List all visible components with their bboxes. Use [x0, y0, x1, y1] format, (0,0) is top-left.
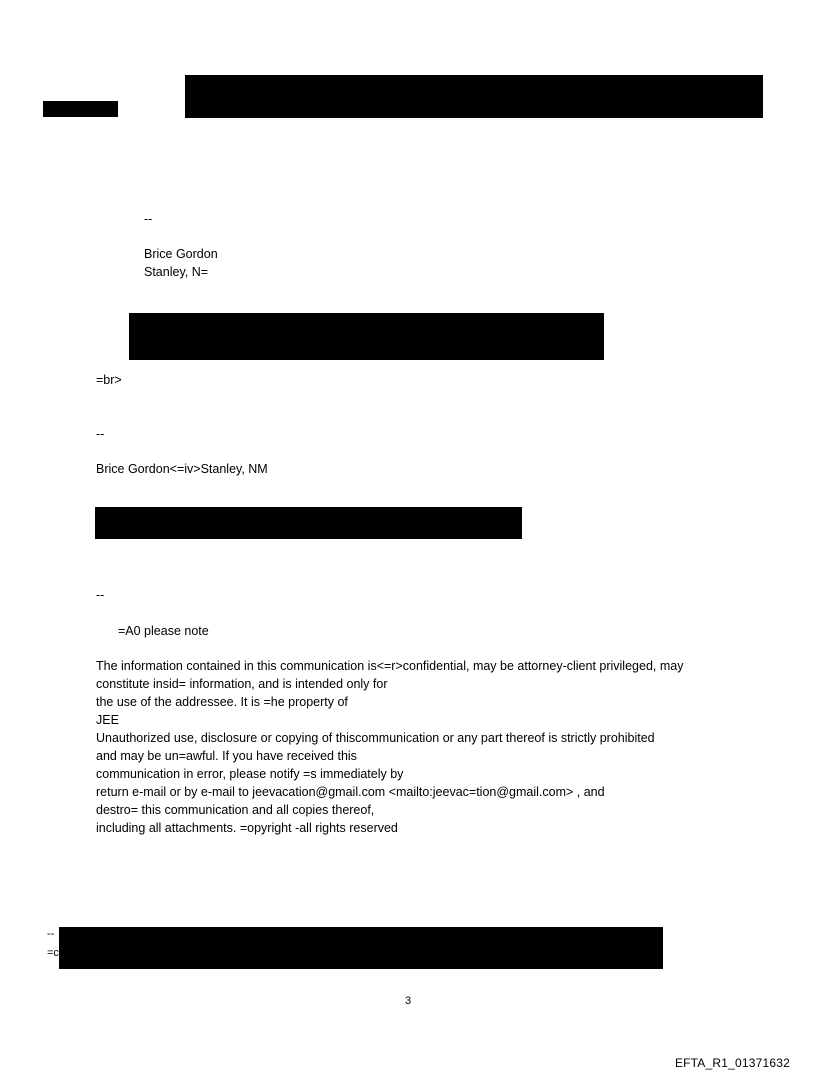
- notice-line: return e-mail or by e-mail to jeevacation@gmail.com <mailto:jeevac=tion@gmail.com> , and: [96, 785, 605, 799]
- redaction-bar: [129, 313, 604, 360]
- notice-line: and may be un=awful. If you have received this: [96, 749, 357, 763]
- notice-line: communication in error, please notify =s immediately by: [96, 767, 404, 781]
- notice-line: Unauthorized use, disclosure or copying of thiscommunication or any part thereof is strictly prohibited: [96, 731, 655, 745]
- notice-line: the use of the addressee. It is =he property of: [96, 695, 348, 709]
- redaction-bar: [43, 101, 118, 117]
- redaction-bar: [95, 507, 522, 539]
- footer-fragment: =c: [47, 947, 59, 959]
- separator-dash: --: [96, 588, 105, 602]
- notice-line: The information contained in this communication is<=r>confidential, may be attorney-client privileged, may: [96, 659, 684, 673]
- notice-line: destro= this communication and all copies thereof,: [96, 803, 375, 817]
- redaction-bar: [185, 75, 763, 118]
- redaction-bar: [59, 927, 663, 969]
- bates-number: EFTA_R1_01371632: [674, 1056, 790, 1070]
- confidentiality-notice: [96, 657, 683, 837]
- notice-line: including all attachments. =opyright -all rights reserved: [96, 821, 398, 835]
- signature-line: Brice Gordon<=iv>Stanley, NM: [96, 462, 268, 476]
- signature-name: Brice Gordon: [144, 247, 218, 261]
- signature-location: Stanley, N=: [144, 265, 209, 279]
- page-number: 3: [404, 995, 412, 1007]
- note-line: =A0 please note: [118, 624, 209, 638]
- signature-dash: --: [96, 427, 105, 441]
- notice-line: constitute insid= information, and is intended only for: [96, 677, 388, 691]
- html-fragment: =br>: [96, 373, 122, 387]
- signature-dash: --: [144, 212, 153, 226]
- notice-line: JEE: [96, 713, 119, 727]
- footer-dash: --: [47, 928, 55, 940]
